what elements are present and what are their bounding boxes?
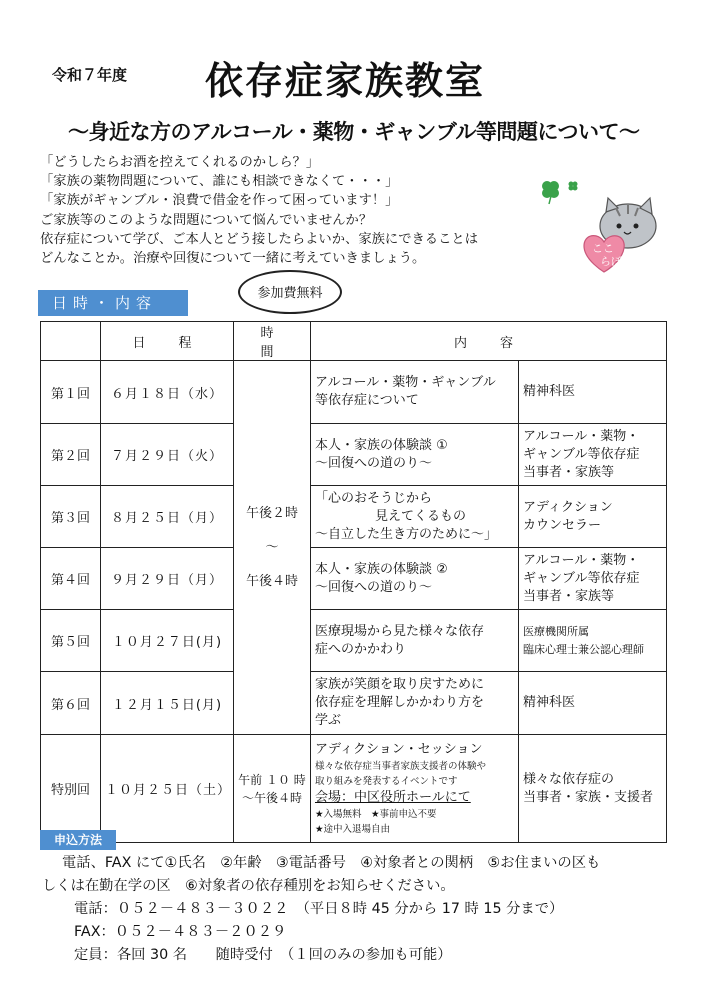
session-content — [311, 486, 519, 548]
speaker-line: 様々な依存症の — [523, 771, 615, 787]
content-line: 家族が笑顔を取り戻すために — [315, 677, 485, 692]
content-line: 見えてくるもの — [375, 508, 467, 524]
session-content — [311, 424, 519, 486]
table-header-row — [41, 322, 667, 361]
session-date: １０月２７日(月) — [101, 610, 234, 672]
session-date: １０月２５日（土） — [101, 735, 234, 843]
session-speaker — [519, 548, 667, 610]
session-speaker — [519, 735, 667, 843]
speaker-line: ギャンブル等依存症 — [523, 446, 640, 462]
page-title: 依存症家族教室 — [205, 59, 486, 103]
speaker-line: アルコール・薬物・ — [523, 428, 640, 444]
header-blank — [41, 322, 101, 361]
session-date: ９月２９日（月） — [101, 548, 234, 610]
apply-line: 電話、FAX にて①氏名 ②年齢 ③電話番号 ④対象者との関柄 ⑤お住まいの区も — [62, 855, 601, 871]
session-date: ７月２９日（火） — [101, 424, 234, 486]
content-line: 本人・家族の体験談 ① — [315, 437, 448, 453]
content-line: アディクション・セッション — [315, 741, 483, 757]
cat-mascot-icon — [578, 196, 662, 280]
header-content: 内 容 — [311, 322, 667, 361]
session-content — [311, 735, 519, 843]
time-start: 午後２時 — [245, 505, 298, 521]
session-number: 第３回 — [41, 486, 101, 548]
table-row-special — [41, 735, 667, 843]
speaker-line: アディクション — [523, 499, 613, 515]
content-line: 様々な依存症当事者家族支援者の体験や — [315, 760, 487, 772]
time-separator: ～ — [265, 539, 279, 555]
apply-capacity: 定員：各回 30 名 随時受付 （１回のみの参加も可能） — [74, 947, 452, 963]
session-number: 第４回 — [41, 548, 101, 610]
header-date: 日 程 — [101, 322, 234, 361]
session-content — [311, 610, 519, 672]
apply-fax: FAX：０５２－４８３－２０２９ — [74, 924, 287, 940]
content-line: 医療現場から見た様々な依存 — [315, 623, 485, 639]
time-end: ～午後４時 — [241, 790, 302, 805]
time-end: 午後４時 — [245, 573, 298, 589]
speaker-line: 臨床心理士兼公認心理師 — [523, 642, 644, 656]
fiscal-year: 令和７年度 — [52, 66, 128, 84]
apply-instructions — [42, 852, 672, 967]
session-date: １２月１５日(月) — [101, 672, 234, 735]
table-row — [41, 486, 667, 548]
content-line: 等依存症について — [315, 393, 419, 408]
intro-text — [40, 153, 560, 268]
content-line: 取り組みを発表するイベントです — [315, 775, 458, 787]
content-line: ～自立した生き方のために～」 — [315, 526, 498, 542]
intro-line: 依存症について学び、ご本人とどう接したらよいか、家族にできることは — [40, 231, 478, 247]
session-number: 第５回 — [41, 610, 101, 672]
note-line: ★入場無料 ★事前申込不要 — [315, 808, 437, 820]
page-subtitle: ～身近な方のアルコール・薬物・ギャンブル等問題について～ — [68, 120, 640, 144]
intro-line: 「家族がギャンブル・浪費で借金を作って困っています！」 — [40, 193, 399, 209]
note-line: ★途中入退場自由 — [315, 823, 391, 835]
session-content — [311, 548, 519, 610]
free-admission-badge: 参加費無料 — [238, 270, 342, 314]
header-time: 時 間 — [234, 322, 311, 361]
heart-label-top: ここ — [592, 242, 614, 255]
session-speaker — [519, 672, 667, 735]
speaker-line: ギャンブル等依存症 — [523, 570, 640, 586]
content-line: 症へのかかわり — [315, 641, 407, 657]
session-speaker — [519, 361, 667, 424]
speaker-line: 精神科医 — [523, 695, 576, 710]
table-row — [41, 548, 667, 610]
content-line: 依存症を理解しかかわり方を — [315, 695, 485, 710]
intro-line: どんなことか。治療や回復について一緒に考えていきましょう。 — [40, 251, 426, 267]
speaker-line: 精神科医 — [523, 384, 576, 399]
content-line: 本人・家族の体験談 ② — [315, 561, 448, 577]
table-row — [41, 610, 667, 672]
session-date: ６月１８日（水） — [101, 361, 234, 424]
session-number: 第１回 — [41, 361, 101, 424]
session-time — [234, 361, 311, 735]
intro-line: 「どうしたらお酒を控えてくれるのかしら？」 — [40, 155, 320, 170]
session-number: 第６回 — [41, 672, 101, 735]
session-number: 特別回 — [41, 735, 101, 843]
venue-line: 会場：中区役所ホールにて — [315, 789, 471, 805]
session-content — [311, 672, 519, 735]
session-speaker — [519, 486, 667, 548]
session-speaker — [519, 424, 667, 486]
speaker-line: 医療機関所属 — [523, 624, 589, 638]
speaker-line: アルコール・薬物・ — [523, 552, 640, 568]
content-line: ～回復への道のり～ — [315, 455, 433, 471]
section-label-schedule: 日時・内容 — [38, 290, 188, 316]
intro-line: 「家族の薬物問題について、誰にも相談できなくて・・・」 — [40, 174, 399, 190]
speaker-line: 当事者・家族等 — [523, 464, 615, 480]
content-line: 「心のおそうじから — [315, 490, 433, 506]
time-start: 午前 １０ 時 — [238, 772, 306, 787]
content-line: ～回復への道のり～ — [315, 579, 433, 595]
schedule-table — [40, 321, 667, 843]
table-row — [41, 424, 667, 486]
apply-line: しくは在勤在学の区 ⑥対象者の依存種別をお知らせください。 — [42, 878, 455, 894]
table-row — [41, 672, 667, 735]
heart-label-bottom: らぼ — [600, 255, 622, 268]
speaker-line: 当事者・家族・支援者 — [523, 789, 654, 805]
speaker-line: カウンセラー — [523, 517, 602, 533]
content-line: 学ぶ — [315, 713, 342, 728]
section-label-apply: 申込方法 — [40, 830, 116, 850]
speaker-line: 当事者・家族等 — [523, 588, 615, 604]
session-content — [311, 361, 519, 424]
apply-phone: 電話：０５２－４８３－３０２２ （平日８時 45 分から 17 時 15 分まで） — [74, 901, 564, 917]
session-time — [234, 735, 311, 843]
session-date: ８月２５日（月） — [101, 486, 234, 548]
table-row — [41, 361, 667, 424]
intro-line: ご家族等のこのような問題について悩んでいませんか？ — [40, 212, 373, 228]
session-number: 第２回 — [41, 424, 101, 486]
content-line: アルコール・薬物・ギャンブル — [315, 375, 496, 390]
session-speaker — [519, 610, 667, 672]
